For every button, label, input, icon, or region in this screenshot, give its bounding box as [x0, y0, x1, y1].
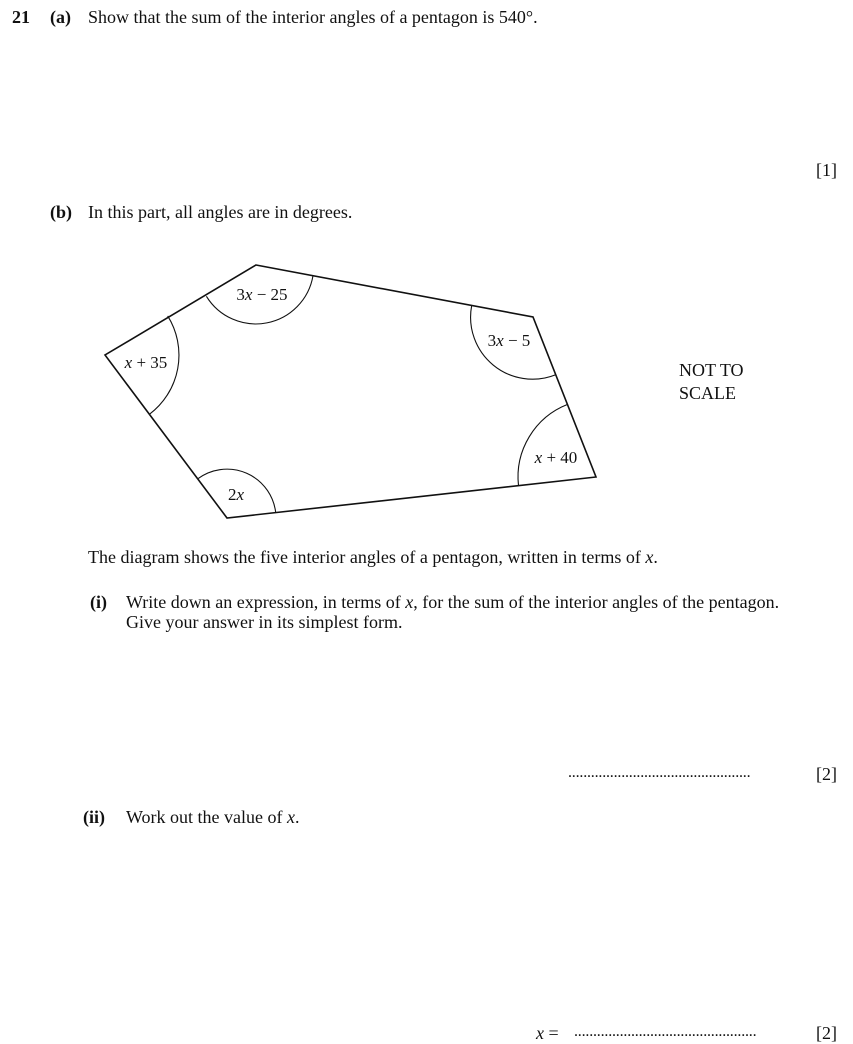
part-i-answer-line[interactable]: ................................................: [568, 764, 751, 781]
angle-arc-right: [518, 404, 568, 485]
part-i-line2: Give your answer in its simplest form.: [126, 612, 403, 632]
diagram-description: The diagram shows the five interior angles of a pentagon, written in terms of x.: [88, 547, 658, 567]
part-i-line1: Write down an expression, in terms of x, for the sum of the interior angles of the pentagon.: [126, 592, 780, 612]
part-a-label: (a): [50, 7, 71, 27]
part-ii-label: (ii): [83, 807, 105, 827]
pentagon-outline: [105, 265, 596, 518]
part-ii-marks: [2]: [816, 1023, 837, 1043]
not-to-scale-line2: SCALE: [679, 383, 737, 403]
part-i-label: (i): [90, 592, 107, 612]
part-ii-answer-prefix: x =: [536, 1023, 559, 1043]
angle-label-top: 3x − 25: [236, 285, 288, 304]
part-ii-answer-line[interactable]: ................................................: [574, 1023, 757, 1040]
part-i-marks: [2]: [816, 764, 837, 784]
part-b-intro: In this part, all angles are in degrees.: [88, 202, 353, 222]
angle-label-bottom-left: 2x: [227, 485, 245, 504]
part-ii-text: Work out the value of x.: [126, 807, 300, 827]
part-b-label: (b): [50, 202, 72, 222]
part-a-marks: [1]: [816, 160, 837, 180]
angle-label-right: x + 40: [534, 448, 578, 467]
question-number: 21: [12, 7, 30, 27]
angle-label-left: x + 35: [124, 353, 168, 372]
part-a-text: Show that the sum of the interior angles of a pentagon is 540°.: [88, 7, 538, 27]
angle-label-upper-right: 3x − 5: [487, 331, 531, 350]
not-to-scale-line1: NOT TO: [679, 360, 744, 380]
